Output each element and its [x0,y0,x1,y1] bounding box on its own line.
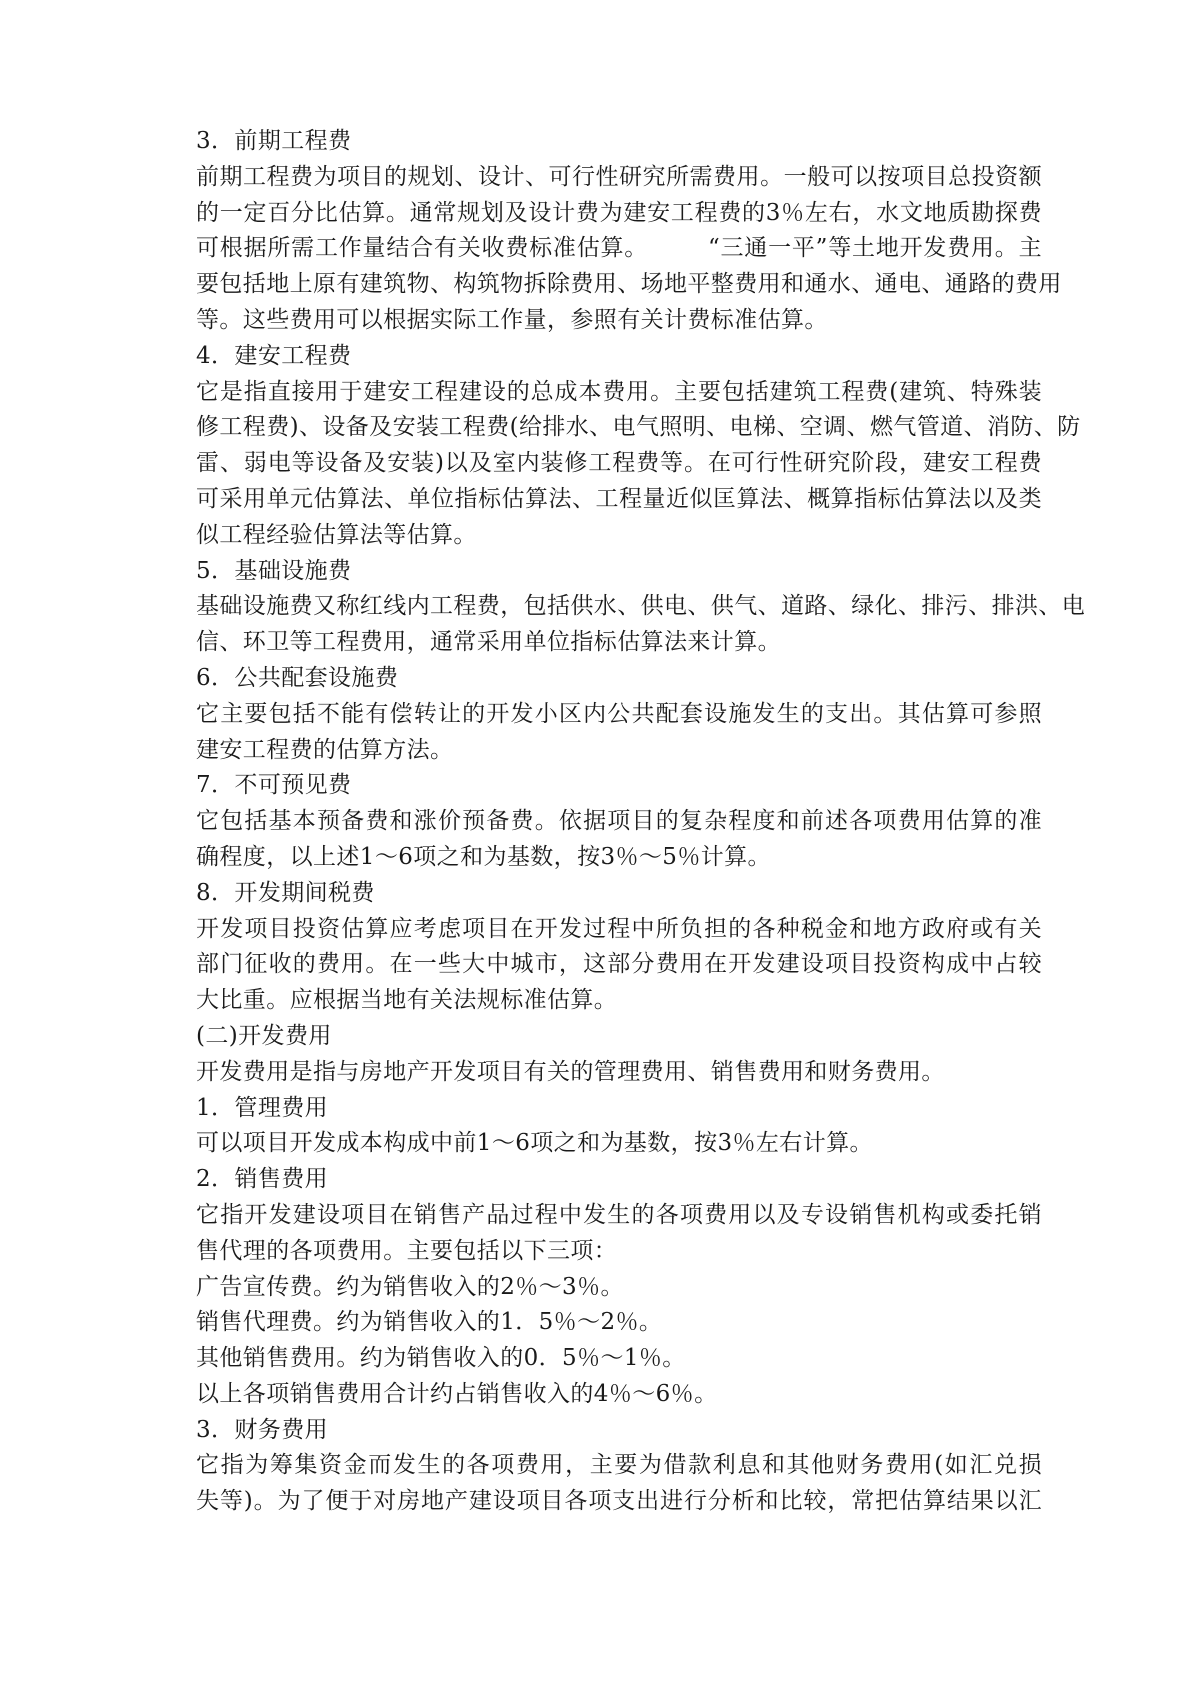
section-heading: 4．建安工程费 [196,342,352,369]
section-heading: 3．财务费用 [196,1416,329,1443]
paragraph-line: 它指开发建设项目在销售产品过程中发生的各项费用以及专设销售机构或委托销 [196,1201,1042,1228]
paragraph-line: 可根据所需工作量结合有关收费标准估算。 “三通一平”等土地开发费用。主 [196,235,1042,262]
paragraph-line: 要包括地上原有建筑物、构筑物拆除费用、场地平整费用和通水、通电、通路的费用 [196,271,1062,298]
section-heading: 1．管理费用 [196,1094,329,1121]
paragraph-line: 的一定百分比估算。通常规划及设计费为建安工程费的3％左右，水文地质勘探费 [196,199,1042,226]
paragraph-line: 建安工程费的估算方法。 [196,736,454,763]
paragraph-line: 信、环卫等工程费用，通常采用单位指标估算法来计算。 [196,629,781,656]
paragraph-line: 大比重。应根据当地有关法规标准估算。 [196,987,618,1014]
paragraph-line: 部门征收的费用。在一些大中城市，这部分费用在开发建设项目投资构成中占较 [196,951,1042,978]
paragraph-line: 可以项目开发成本构成中前1～6项之和为基数，按3％左右计算。 [196,1130,873,1157]
paragraph-line: 前期工程费为项目的规划、设计、可行性研究所需费用。一般可以按项目总投资额 [196,163,1042,190]
paragraph-line: 其他销售费用。约为销售收入的0．5％～1％。 [196,1345,686,1372]
paragraph-line: 它包括基本预备费和涨价预备费。依据项目的复杂程度和前述各项费用估算的准 [196,808,1042,835]
paragraph-line: 售代理的各项费用。主要包括以下三项： [196,1237,618,1264]
paragraph-line: 等。这些费用可以根据实际工作量，参照有关计费标准估算。 [196,306,828,333]
section-heading: 5．基础设施费 [196,557,352,584]
paragraph-line: 它主要包括不能有偿转让的开发小区内公共配套设施发生的支出。其估算可参照 [196,700,1042,727]
paragraph-line: 失等)。为了便于对房地产建设项目各项支出进行分析和比较，常把估算结果以汇 [196,1488,1042,1515]
section-heading: 6．公共配套设施费 [196,664,399,691]
paragraph-line: 雷、弱电等设备及安装)以及室内装修工程费等。在可行性研究阶段，建安工程费 [196,450,1042,477]
paragraph-line: 可采用单元估算法、单位指标估算法、工程量近似匡算法、概算指标估算法以及类 [196,485,1042,512]
paragraph-line: 广告宣传费。约为销售收入的2％～3％。 [196,1273,624,1300]
paragraph-line: 修工程费)、设备及安装工程费(给排水、电气照明、电梯、空调、燃气管道、消防、防 [196,414,1081,441]
paragraph-line: 基础设施费又称红线内工程费，包括供水、供电、供气、道路、绿化、排污、排洪、电 [196,593,1086,620]
paragraph-line: 似工程经验估算法等估算。 [196,521,477,548]
paragraph-line: 开发费用是指与房地产开发项目有关的管理费用、销售费用和财务费用。 [196,1058,945,1085]
paragraph-line: 确程度，以上述1～6项之和为基数，按3％～5％计算。 [196,843,771,870]
paragraph-line: 它是指直接用于建安工程建设的总成本费用。主要包括建筑工程费(建筑、特殊装 [196,378,1042,405]
paragraph-line: 以上各项销售费用合计约占销售收入的4％～6％。 [196,1380,718,1407]
section-heading: 3．前期工程费 [196,128,352,154]
paragraph-line: 销售代理费。约为销售收入的1．5％～2％。 [196,1309,663,1336]
section-heading: 8．开发期间税费 [196,879,375,906]
section-heading: 7．不可预见费 [196,772,352,799]
document-page [196,124,1086,1520]
section-heading: 2．销售费用 [196,1166,329,1193]
section-heading: (二)开发费用 [196,1022,332,1049]
paragraph-line: 它指为筹集资金而发生的各项费用，主要为借款利息和其他财务费用(如汇兑损 [196,1452,1042,1479]
paragraph-line: 开发项目投资估算应考虑项目在开发过程中所负担的各种税金和地方政府或有关 [196,915,1042,942]
